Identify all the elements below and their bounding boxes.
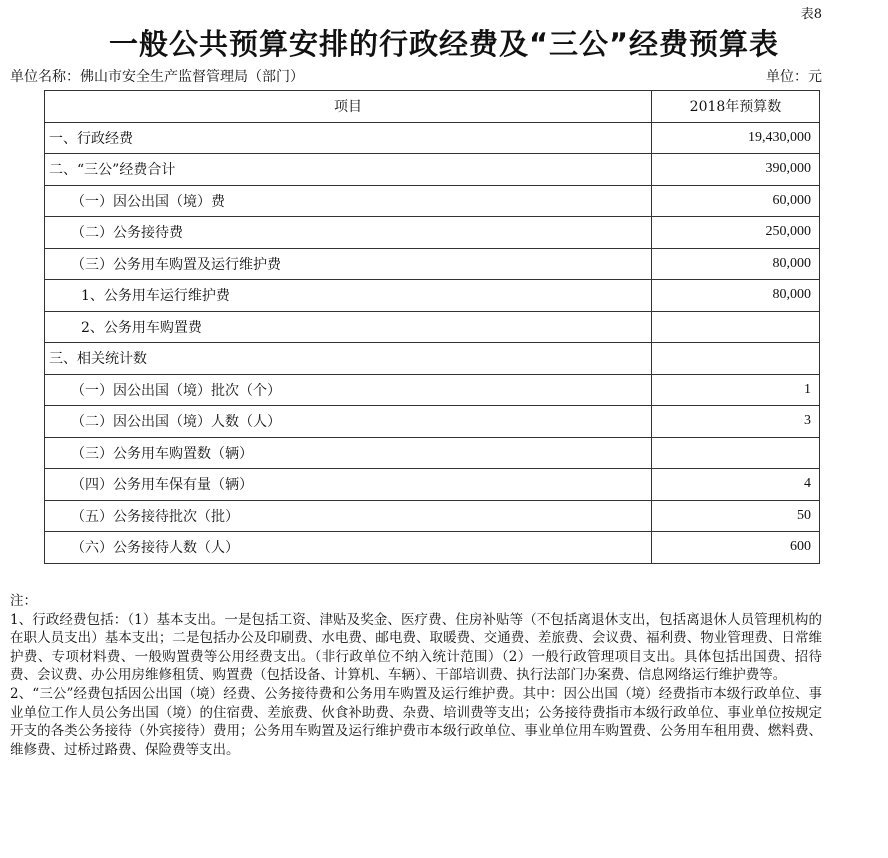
row-value: [652, 343, 820, 375]
row-label: （五）公务接待批次（批）: [45, 500, 652, 532]
row-value: [652, 311, 820, 343]
table-row: [45, 122, 820, 154]
row-label: （六）公务接待人数（人）: [45, 532, 652, 564]
row-value: 80,000: [652, 280, 820, 312]
row-value: 19,430,000: [652, 122, 820, 154]
notes-section: [10, 592, 822, 759]
table-row: [45, 437, 820, 469]
row-label: 二、“三公”经费合计: [45, 154, 652, 186]
row-value: 4: [652, 469, 820, 501]
row-label: 1、公务用车运行维护费: [45, 280, 652, 312]
row-value: 600: [652, 532, 820, 564]
row-label: （一）因公出国（境）费: [45, 185, 652, 217]
row-label: （四）公务用车保有量（辆）: [45, 469, 652, 501]
currency-unit-label: 单位：元: [766, 69, 822, 85]
table-row: [45, 500, 820, 532]
table-row: [45, 469, 820, 501]
table-row: [45, 280, 820, 312]
row-value: 390,000: [652, 154, 820, 186]
table-row: [45, 154, 820, 186]
unit-row: [10, 66, 822, 86]
row-value: 3: [652, 406, 820, 438]
row-value: 1: [652, 374, 820, 406]
table-row: [45, 374, 820, 406]
unit-name-label: 单位名称：佛山市安全生产监督管理局（部门）: [10, 69, 304, 85]
row-label: （二）公务接待费: [45, 217, 652, 249]
header-item: 项目: [45, 91, 652, 123]
budget-table: [44, 90, 820, 564]
row-value: 60,000: [652, 185, 820, 217]
row-label: （二）因公出国（境）人数（人）: [45, 406, 652, 438]
page-title: 一般公共预算安排的行政经费及“三公”经费预算表: [108, 27, 780, 61]
row-label: 三、相关统计数: [45, 343, 652, 375]
row-label: 2、公务用车购置费: [45, 311, 652, 343]
table-header-row: [45, 91, 820, 123]
table-number-label: 表8: [800, 7, 822, 22]
table-row: [45, 185, 820, 217]
row-value: 80,000: [652, 248, 820, 280]
header-budget-2018: 2018年预算数: [652, 91, 820, 123]
table-row: [45, 532, 820, 564]
table-row: [45, 248, 820, 280]
row-label: （三）公务用车购置及运行维护费: [45, 248, 652, 280]
note-administrative-expenses: 1、行政经费包括：（1）基本支出。一是包括工资、津贴及奖金、医疗费、住房补贴等（不包括离退休支出，包括离退休人员管理机构的在职人员支出）基本支出；二是包括办公及印刷费、水电费、邮电费、取暖费、交通费、差旅费、会议费、福利费、物业管理费、日常维护费、专项材料费、一般购置费等公用经费支出。（非行政单位不纳入统计范围）（2）一般行政管理项目支出。具体包括出国费、招待费、会议费、办公用房维修租赁、购置费（包括设备、计算机、车辆）、干部培训费、执行法部门办案费、信息网络运行维护费等。: [10, 611, 822, 684]
notes-heading: 注：: [10, 593, 37, 609]
row-label: 一、行政经费: [45, 122, 652, 154]
row-label: （一）因公出国（境）批次（个）: [45, 374, 652, 406]
row-label: （三）公务用车购置数（辆）: [45, 437, 652, 469]
table-row: [45, 311, 820, 343]
table-row: [45, 217, 820, 249]
row-value: 250,000: [652, 217, 820, 249]
row-value: [652, 437, 820, 469]
note-three-public-expenses: 2、“三公”经费包括因公出国（境）经费、公务接待费和公务用车购置及运行维护费。其中：因公出国（境）经费指市本级行政单位、事业单位工作人员公务出国（境）的住宿费、差旅费、伙食补助费、杂费、培训费等支出；公务接待费指市本级行政单位、事业单位按规定开支的各类公务接待（外宾接待）费用；公务用车购置及运行维护费市本级行政单位、事业单位用车购置费、公务用车租用费、燃料费、维修费、过桥过路费、保险费等支出。: [10, 685, 822, 758]
row-value: 50: [652, 500, 820, 532]
table-row: [45, 343, 820, 375]
table-row: [45, 406, 820, 438]
